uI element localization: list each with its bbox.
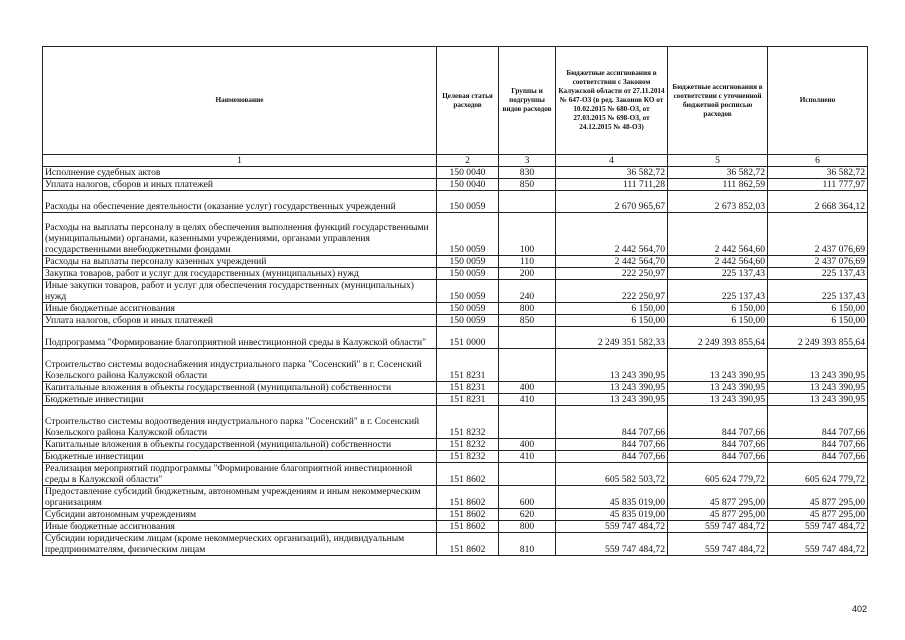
row-group-code: 620 [499, 509, 556, 521]
row-executed: 13 243 390,95 [768, 394, 868, 406]
table-row [43, 509, 868, 521]
row-target-code: 151 8231 [437, 349, 499, 382]
column-number: 2 [437, 155, 499, 167]
row-group-code: 410 [499, 394, 556, 406]
row-assign-law: 2 442 564,70 [556, 213, 668, 256]
column-number: 3 [499, 155, 556, 167]
row-assign-law: 6 150,00 [556, 315, 668, 327]
row-executed: 13 243 390,95 [768, 349, 868, 382]
row-assign-refined: 844 707,66 [668, 451, 768, 463]
row-group-code [499, 191, 556, 213]
row-name: Исполнение судебных актов [43, 167, 437, 179]
row-assign-law: 2 442 564,70 [556, 256, 668, 268]
row-target-code: 150 0059 [437, 213, 499, 256]
row-group-code: 100 [499, 213, 556, 256]
row-executed: 2 668 364,12 [768, 191, 868, 213]
row-target-code: 151 8602 [437, 463, 499, 486]
row-name: Капитальные вложения в объекты государственной (муниципальной) собственности [43, 382, 437, 394]
row-executed: 2 437 076,69 [768, 213, 868, 256]
row-target-code: 151 8231 [437, 382, 499, 394]
table-row [43, 439, 868, 451]
row-assign-law: 13 243 390,95 [556, 382, 668, 394]
row-target-code: 150 0059 [437, 256, 499, 268]
row-name: Расходы на выплаты персоналу казенных учреждений [43, 256, 437, 268]
row-name: Закупка товаров, работ и услуг для государственных (муниципальных) нужд [43, 268, 437, 280]
row-group-code: 240 [499, 280, 556, 303]
table-row [43, 268, 868, 280]
row-group-code: 850 [499, 315, 556, 327]
row-target-code: 150 0059 [437, 315, 499, 327]
row-executed: 2 249 393 855,64 [768, 327, 868, 349]
row-assign-law: 844 707,66 [556, 406, 668, 439]
row-assign-refined: 111 862,59 [668, 179, 768, 191]
row-assign-law: 222 250,97 [556, 280, 668, 303]
table-row [43, 303, 868, 315]
header-assign-refined: Бюджетные ассигнования в соответствии с уточненной бюджетной росписью расходов [668, 47, 768, 155]
row-executed: 844 707,66 [768, 439, 868, 451]
row-name: Иные бюджетные ассигнования [43, 303, 437, 315]
row-name: Иные бюджетные ассигнования [43, 521, 437, 533]
row-name: Субсидии юридическим лицам (кроме некоммерческих организаций), индивидуальным предпринимателям, физическим лицам [43, 533, 437, 556]
row-target-code: 151 8602 [437, 521, 499, 533]
table-row [43, 451, 868, 463]
row-target-code: 151 8232 [437, 439, 499, 451]
row-name: Расходы на выплаты персоналу в целях обеспечения выполнения функций государственными (муниципальными) органами, казенными учреждениями, органами управления государственными внебюджетными фондами [43, 213, 437, 256]
table-row [43, 394, 868, 406]
column-number: 4 [556, 155, 668, 167]
row-assign-law: 45 835 019,00 [556, 486, 668, 509]
row-target-code: 150 0059 [437, 268, 499, 280]
row-target-code: 151 8602 [437, 486, 499, 509]
header-groups: Группы и подгруппы видов расходов [499, 47, 556, 155]
header-assign-law: Бюджетные ассигнования в соответствии с Законом Калужской области от 27.11.2014 № 647-ОЗ (в ред. Законов КО от 10.02.2015 № 680-ОЗ, от 27.03.2015 № 698-ОЗ, от 24.12.2015 № 48-ОЗ) [556, 47, 668, 155]
row-executed: 844 707,66 [768, 451, 868, 463]
row-group-code [499, 327, 556, 349]
table-row [43, 382, 868, 394]
table-body [43, 167, 868, 556]
table-row [43, 315, 868, 327]
row-assign-refined: 6 150,00 [668, 315, 768, 327]
row-assign-law: 559 747 484,72 [556, 521, 668, 533]
table-row [43, 521, 868, 533]
row-group-code: 810 [499, 533, 556, 556]
row-target-code: 151 8231 [437, 394, 499, 406]
header-name: Наименование [43, 47, 437, 155]
row-group-code: 400 [499, 439, 556, 451]
column-number: 5 [668, 155, 768, 167]
row-target-code: 150 0040 [437, 167, 499, 179]
header-row [43, 47, 868, 155]
row-group-code: 200 [499, 268, 556, 280]
row-name: Бюджетные инвестиции [43, 394, 437, 406]
row-target-code: 151 8232 [437, 451, 499, 463]
budget-table [42, 46, 868, 556]
table-row [43, 167, 868, 179]
row-assign-refined: 36 582,72 [668, 167, 768, 179]
row-name: Бюджетные инвестиции [43, 451, 437, 463]
row-executed: 2 437 076,69 [768, 256, 868, 268]
row-assign-law: 36 582,72 [556, 167, 668, 179]
row-assign-law: 111 711,28 [556, 179, 668, 191]
row-executed: 36 582,72 [768, 167, 868, 179]
row-assign-refined: 605 624 779,72 [668, 463, 768, 486]
row-group-code: 850 [499, 179, 556, 191]
row-group-code [499, 406, 556, 439]
row-name: Иные закупки товаров, работ и услуг для обеспечения государственных (муниципальных) нужд [43, 280, 437, 303]
row-executed: 605 624 779,72 [768, 463, 868, 486]
row-assign-law: 222 250,97 [556, 268, 668, 280]
row-group-code [499, 349, 556, 382]
row-assign-refined: 559 747 484,72 [668, 521, 768, 533]
row-executed: 559 747 484,72 [768, 533, 868, 556]
row-target-code: 150 0059 [437, 191, 499, 213]
row-assign-refined: 13 243 390,95 [668, 349, 768, 382]
row-target-code: 151 8232 [437, 406, 499, 439]
row-assign-refined: 45 877 295,00 [668, 486, 768, 509]
row-name: Реализация мероприятий подпрограммы "Формирование благоприятной инвестиционной среды в Калужской области" [43, 463, 437, 486]
row-assign-refined: 2 442 564,60 [668, 213, 768, 256]
row-group-code: 800 [499, 303, 556, 315]
row-name: Уплата налогов, сборов и иных платежей [43, 179, 437, 191]
row-group-code: 110 [499, 256, 556, 268]
row-assign-law: 559 747 484,72 [556, 533, 668, 556]
row-name: Уплата налогов, сборов и иных платежей [43, 315, 437, 327]
row-executed: 844 707,66 [768, 406, 868, 439]
row-executed: 559 747 484,72 [768, 521, 868, 533]
row-assign-law: 844 707,66 [556, 451, 668, 463]
row-assign-law: 45 835 019,00 [556, 509, 668, 521]
header-executed: Исполнено [768, 47, 868, 155]
row-assign-refined: 2 249 393 855,64 [668, 327, 768, 349]
column-number-row [43, 155, 868, 167]
row-name: Строительство системы водоснабжения индустриального парка "Сосенский" в г. Сосенский Козельского района Калужской области [43, 349, 437, 382]
row-assign-law: 2 670 965,67 [556, 191, 668, 213]
row-assign-refined: 13 243 390,95 [668, 382, 768, 394]
row-name: Расходы на обеспечение деятельности (оказание услуг) государственных учреждений [43, 191, 437, 213]
row-assign-refined: 844 707,66 [668, 439, 768, 451]
row-executed: 6 150,00 [768, 303, 868, 315]
row-assign-law: 844 707,66 [556, 439, 668, 451]
row-group-code: 410 [499, 451, 556, 463]
row-assign-refined: 2 442 564,60 [668, 256, 768, 268]
table-row [43, 349, 868, 382]
table-row [43, 213, 868, 256]
row-executed: 45 877 295,00 [768, 486, 868, 509]
row-target-code: 151 8602 [437, 533, 499, 556]
row-assign-law: 13 243 390,95 [556, 394, 668, 406]
row-executed: 13 243 390,95 [768, 382, 868, 394]
row-assign-law: 605 582 503,72 [556, 463, 668, 486]
row-executed: 225 137,43 [768, 280, 868, 303]
row-assign-refined: 559 747 484,72 [668, 533, 768, 556]
row-assign-refined: 225 137,43 [668, 268, 768, 280]
row-name: Подпрограмма "Формирование благоприятной инвестиционной среды в Калужской области" [43, 327, 437, 349]
header-target: Целевая статья расходов [437, 47, 499, 155]
row-executed: 45 877 295,00 [768, 509, 868, 521]
row-name: Строительство системы водоотведения индустриального парка "Сосенский" в г. Сосенский Козельского района Калужской области [43, 406, 437, 439]
table-row [43, 486, 868, 509]
row-assign-law: 2 249 351 582,33 [556, 327, 668, 349]
row-assign-refined: 13 243 390,95 [668, 394, 768, 406]
table-row [43, 463, 868, 486]
row-assign-refined: 6 150,00 [668, 303, 768, 315]
table-row [43, 256, 868, 268]
row-executed: 111 777,97 [768, 179, 868, 191]
row-executed: 225 137,43 [768, 268, 868, 280]
row-group-code: 800 [499, 521, 556, 533]
row-assign-refined: 2 673 852,03 [668, 191, 768, 213]
table-row [43, 191, 868, 213]
page-number: 402 [851, 604, 867, 614]
row-group-code: 600 [499, 486, 556, 509]
column-number: 1 [43, 155, 437, 167]
row-assign-law: 13 243 390,95 [556, 349, 668, 382]
row-group-code: 400 [499, 382, 556, 394]
row-executed: 6 150,00 [768, 315, 868, 327]
row-assign-refined: 844 707,66 [668, 406, 768, 439]
table-row [43, 179, 868, 191]
table-row [43, 406, 868, 439]
row-name: Предоставление субсидий бюджетным, автономным учреждениям и иным некоммерческим организациям [43, 486, 437, 509]
row-group-code [499, 463, 556, 486]
row-group-code: 830 [499, 167, 556, 179]
row-name: Субсидии автономным учреждениям [43, 509, 437, 521]
table-row [43, 327, 868, 349]
row-target-code: 150 0059 [437, 280, 499, 303]
row-name: Капитальные вложения в объекты государственной (муниципальной) собственности [43, 439, 437, 451]
table-row [43, 280, 868, 303]
row-assign-law: 6 150,00 [556, 303, 668, 315]
row-target-code: 151 0000 [437, 327, 499, 349]
table-row [43, 533, 868, 556]
column-number: 6 [768, 155, 868, 167]
row-target-code: 151 8602 [437, 509, 499, 521]
row-target-code: 150 0040 [437, 179, 499, 191]
row-assign-refined: 45 877 295,00 [668, 509, 768, 521]
row-target-code: 150 0059 [437, 303, 499, 315]
row-assign-refined: 225 137,43 [668, 280, 768, 303]
